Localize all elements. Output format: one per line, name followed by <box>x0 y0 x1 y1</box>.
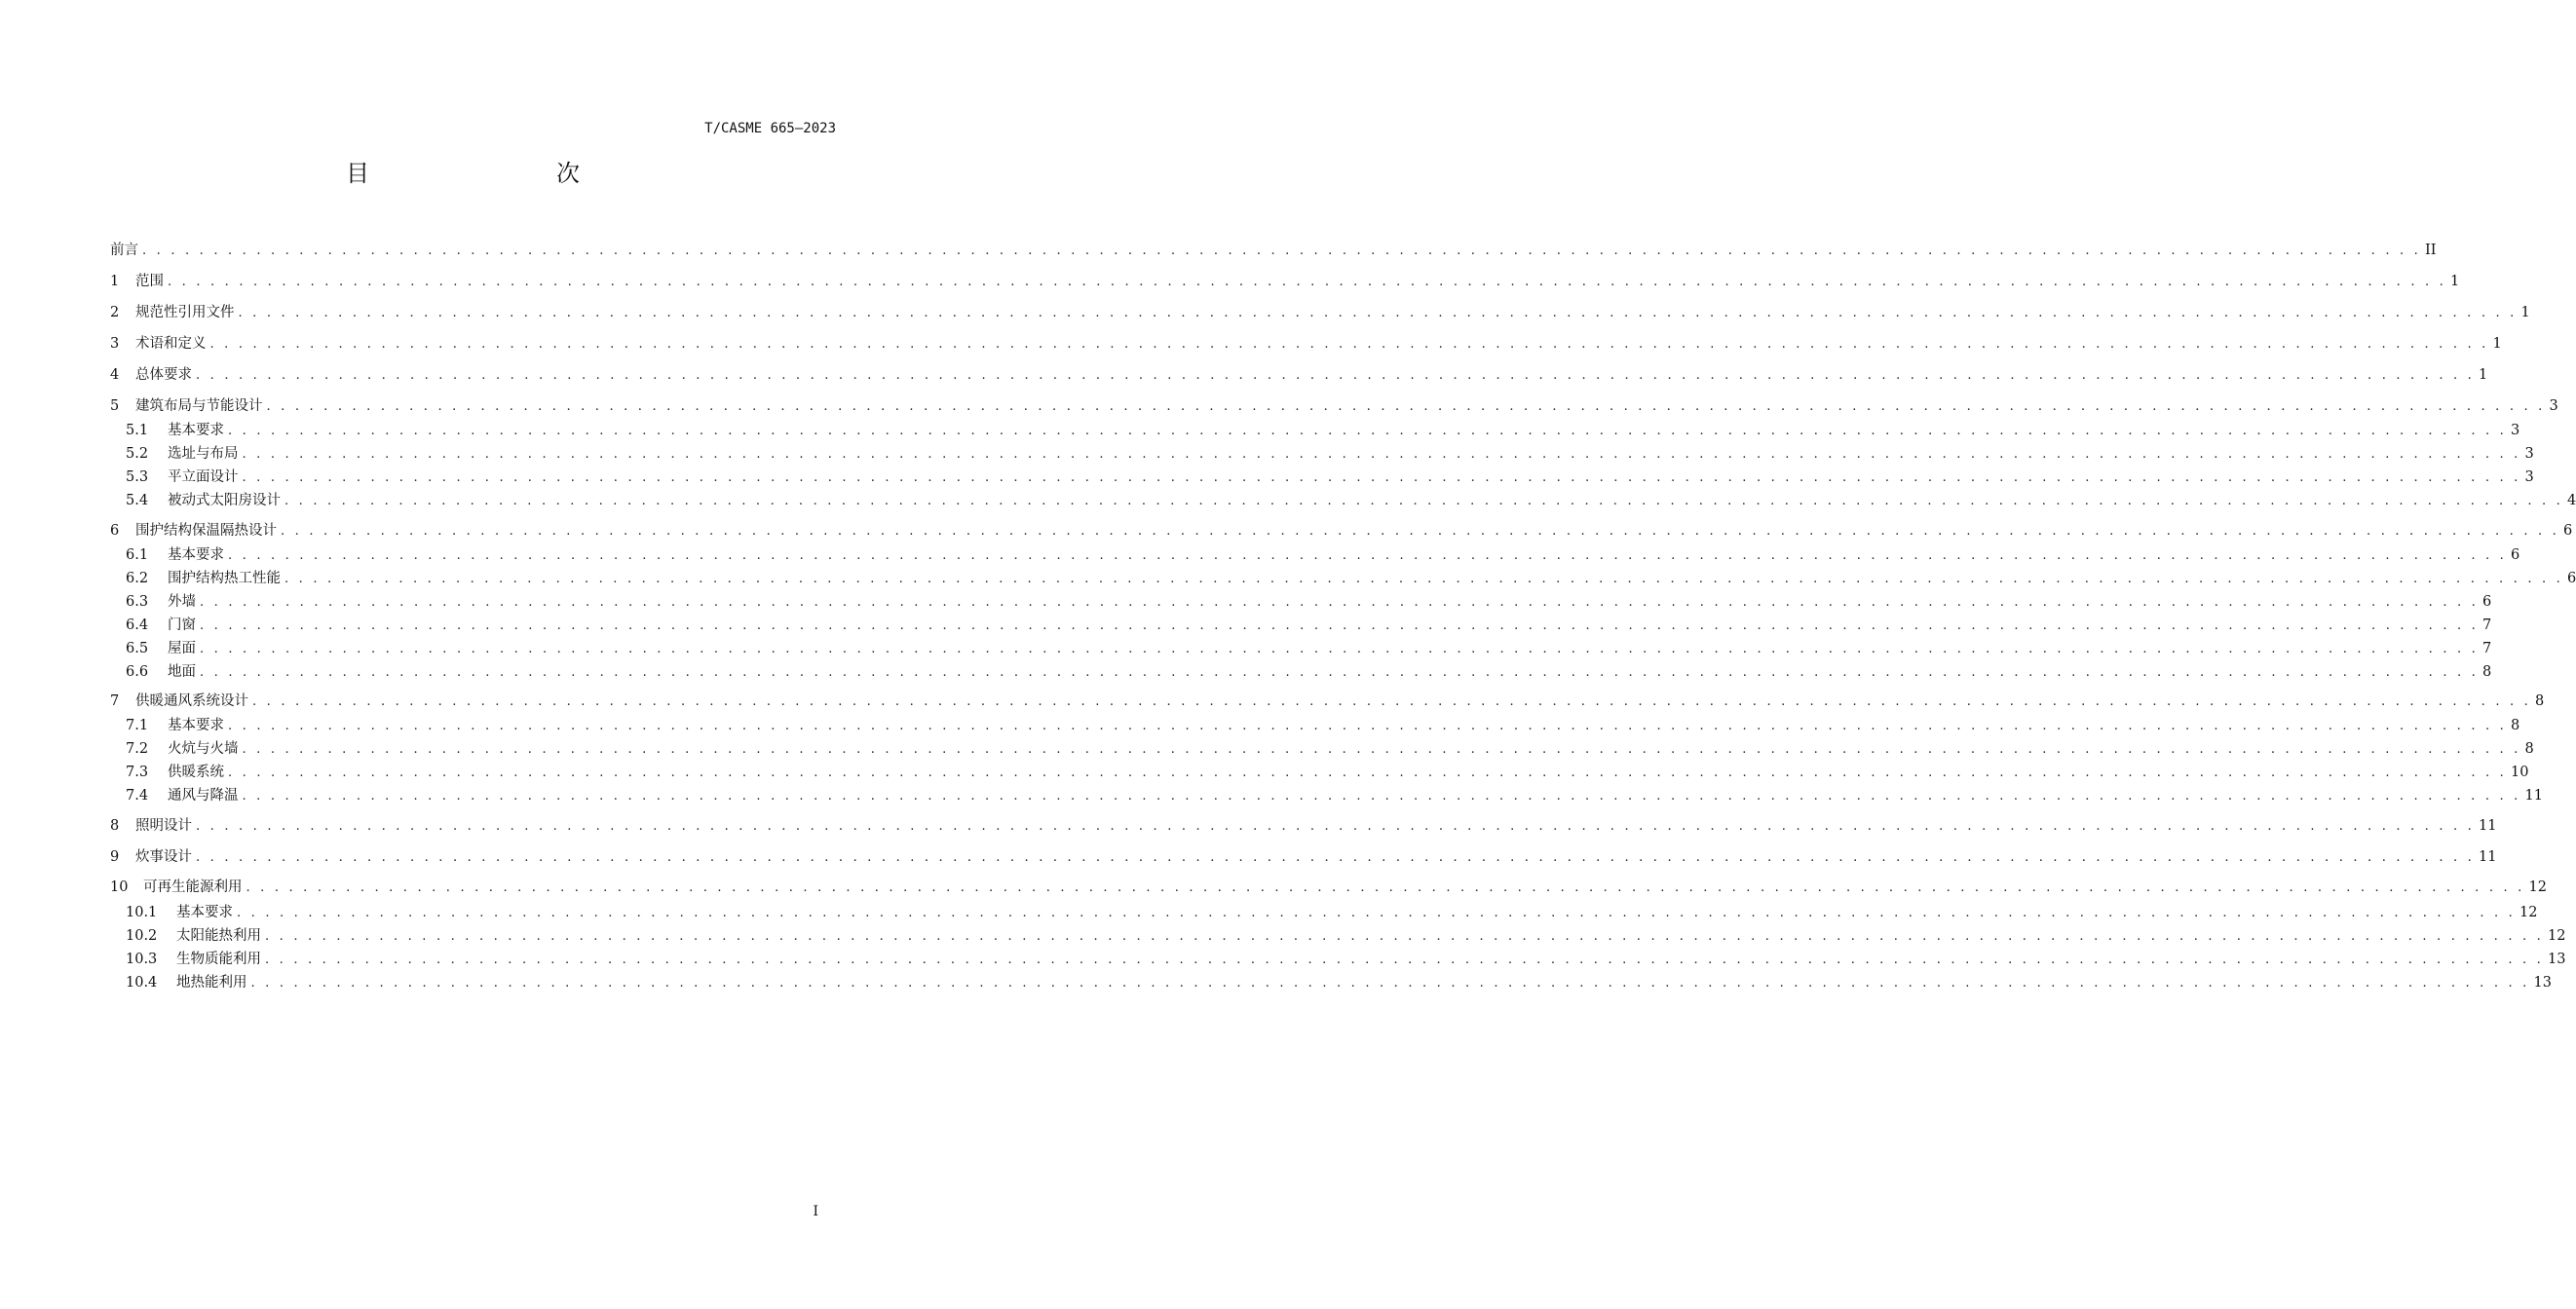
toc-entry[interactable] <box>110 639 2492 658</box>
toc-entry-page: 8 <box>2524 741 2534 757</box>
dot-leader: . . . . . . . . . . . . . . . . . . . . . . . . . . . . . . . . . . . . . . . . . . . . . . . . . . . . . . . . . . . . . . . . . . . . . . . . . . . . . . . . . . . . . . . . . . . . . . . . . . . . . . . . . . . . . . . . . . . . . . . . . . . . . . . . . . . . . . . . . . . . . . . . . . . . . . . . . . . . . . . . <box>266 399 2546 414</box>
toc-entry-label: 太阳能热利用 <box>176 928 261 944</box>
dot-leader: . . . . . . . . . . . . . . . . . . . . . . . . . . . . . . . . . . . . . . . . . . . . . . . . . . . . . . . . . . . . . . . . . . . . . . . . . . . . . . . . . . . . . . . . . . . . . . . . . . . . . . . . . . . . . . . . . . . . . . . . . . . . . . . . . . . . . . . . . . . . . . . . . . . . . . . . . . . . . . . . <box>284 572 2564 586</box>
toc-entry-number: 5 <box>110 398 120 414</box>
toc-entry-label: 通风与降温 <box>168 788 239 804</box>
toc-entry-page: 12 <box>2528 879 2547 895</box>
toc-entry[interactable] <box>110 662 2492 682</box>
toc-entry-number: 10.4 <box>126 975 158 991</box>
toc-entry[interactable] <box>110 926 2566 946</box>
dot-leader: . . . . . . . . . . . . . . . . . . . . . . . . . . . . . . . . . . . . . . . . . . . . . . . . . . . . . . . . . . . . . . . . . . . . . . . . . . . . . . . . . . . . . . . . . . . . . . . . . . . . . . . . . . . . . . . . . . . . . . . . . . . . . . . . . . . . . . . . . . . . . . . . . . . . . . . . . . . . . . . . <box>196 850 2476 865</box>
toc-entry-number: 6.2 <box>126 571 149 586</box>
toc-entry-label: 地热能利用 <box>176 975 247 991</box>
toc-entry-page: 11 <box>2479 818 2497 834</box>
toc-entry[interactable] <box>110 444 2534 464</box>
toc-entry-label: 地面 <box>168 664 196 680</box>
dot-leader: . . . . . . . . . . . . . . . . . . . . . . . . . . . . . . . . . . . . . . . . . . . . . . . . . . . . . . . . . . . . . . . . . . . . . . . . . . . . . . . . . . . . . . . . . . . . . . . . . . . . . . . . . . . . . . . . . . . . . . . . . . . . . . . . . . . . . . . . . . . . . . . . . . . . . . . . . . . . . . . . <box>242 447 2521 462</box>
toc-entry-page: 11 <box>2524 788 2543 804</box>
toc-entry-page: 6 <box>2482 594 2492 610</box>
toc-entry-number: 5.3 <box>126 469 149 485</box>
toc-entry-page: 1 <box>2520 305 2530 320</box>
toc-entry[interactable] <box>110 786 2543 805</box>
toc-entry[interactable] <box>110 763 2529 782</box>
dot-leader: . . . . . . . . . . . . . . . . . . . . . . . . . . . . . . . . . . . . . . . . . . . . . . . . . . . . . . . . . . . . . . . . . . . . . . . . . . . . . . . . . . . . . . . . . . . . . . . . . . . . . . . . . . . . . . . . . . . . . . . . . . . . . . . . . . . . . . . . . . . . . . . . . . . . . . . . . . . . . . . . <box>250 976 2530 991</box>
toc-entry[interactable] <box>110 421 2520 440</box>
toc-entry-label: 外墙 <box>168 594 196 610</box>
toc-entry[interactable] <box>110 739 2534 759</box>
toc-entry[interactable] <box>110 569 2576 588</box>
dot-leader: . . . . . . . . . . . . . . . . . . . . . . . . . . . . . . . . . . . . . . . . . . . . . . . . . . . . . . . . . . . . . . . . . . . . . . . . . . . . . . . . . . . . . . . . . . . . . . . . . . . . . . . . . . . . . . . . . . . . . . . . . . . . . . . . . . . . . . . . . . . . . . . . . . . . . . . . . . . . . . . . <box>196 819 2476 834</box>
page-number: I <box>813 1204 818 1219</box>
toc-entry-label: 总体要求 <box>135 367 192 383</box>
toc-entry-page: 8 <box>2535 693 2545 709</box>
toc-entry-label: 火炕与火墙 <box>168 741 239 757</box>
toc-entry[interactable] <box>110 303 2530 322</box>
dot-leader: . . . . . . . . . . . . . . . . . . . . . . . . . . . . . . . . . . . . . . . . . . . . . . . . . . . . . . . . . . . . . . . . . . . . . . . . . . . . . . . . . . . . . . . . . . . . . . . . . . . . . . . . . . . . . . . . . . . . . . . . . . . . . . . . . . . . . . . . . . . . . . . . . . . . . . . . . . . . . . . . <box>242 470 2521 485</box>
toc-entry-page: 3 <box>2511 423 2520 438</box>
toc-entry[interactable] <box>110 468 2534 487</box>
toc-entry-number: 6.1 <box>126 547 149 563</box>
toc-entry[interactable] <box>110 592 2492 612</box>
toc-entry-label: 平立面设计 <box>168 469 239 485</box>
toc-entry-number: 5.2 <box>126 446 149 462</box>
dot-leader: . . . . . . . . . . . . . . . . . . . . . . . . . . . . . . . . . . . . . . . . . . . . . . . . . . . . . . . . . . . . . . . . . . . . . . . . . . . . . . . . . . . . . . . . . . . . . . . . . . . . . . . . . . . . . . . . . . . . . . . . . . . . . . . . . . . . . . . . . . . . . . . . . . . . . . . . . . . . . . . . <box>281 524 2560 539</box>
toc-entry-page: 6 <box>2567 571 2576 586</box>
toc-entry[interactable] <box>110 847 2497 867</box>
toc-entry[interactable] <box>110 903 2538 922</box>
toc-entry-number: 8 <box>110 818 120 834</box>
toc-entry-label: 围护结构热工性能 <box>168 571 281 586</box>
toc-entry-page: 1 <box>2450 274 2460 289</box>
dot-leader: . . . . . . . . . . . . . . . . . . . . . . . . . . . . . . . . . . . . . . . . . . . . . . . . . . . . . . . . . . . . . . . . . . . . . . . . . . . . . . . . . . . . . . . . . . . . . . . . . . . . . . . . . . . . . . . . . . . . . . . . . . . . . . . . . . . . . . . . . . . . . . . . . . . . . . . . . . . . . . . . <box>265 953 2545 967</box>
toc-entry-page: 3 <box>2524 446 2534 462</box>
toc-entry-number: 3 <box>110 336 120 352</box>
toc-entry[interactable] <box>110 365 2488 385</box>
dot-leader: . . . . . . . . . . . . . . . . . . . . . . . . . . . . . . . . . . . . . . . . . . . . . . . . . . . . . . . . . . . . . . . . . . . . . . . . . . . . . . . . . . . . . . . . . . . . . . . . . . . . . . . . . . . . . . . . . . . . . . . . . . . . . . . . . . . . . . . . . . . . . . . . . . . . . . . . . . . . . . . . <box>238 306 2518 320</box>
toc-entry-label: 术语和定义 <box>135 336 207 352</box>
toc-entry-label: 可再生能源利用 <box>143 879 243 895</box>
toc-entry-label: 基本要求 <box>168 547 224 563</box>
toc-entry-label: 前言 <box>110 243 138 258</box>
toc-entry-page: II <box>2425 243 2437 258</box>
toc-entry-page: 10 <box>2511 765 2529 780</box>
toc-entry-page: 7 <box>2482 617 2492 633</box>
document-code: T/CASME 665—2023 <box>704 121 836 136</box>
toc-entry-number: 6.3 <box>126 594 149 610</box>
dot-leader: . . . . . . . . . . . . . . . . . . . . . . . . . . . . . . . . . . . . . . . . . . . . . . . . . . . . . . . . . . . . . . . . . . . . . . . . . . . . . . . . . . . . . . . . . . . . . . . . . . . . . . . . . . . . . . . . . . . . . . . . . . . . . . . . . . . . . . . . . . . . . . . . . . . . . . . . . . . . . . . . <box>252 694 2532 709</box>
toc-entry-page: 6 <box>2563 523 2573 539</box>
toc-entry-number: 5.4 <box>126 493 149 508</box>
toc-entry-label: 基本要求 <box>176 905 233 920</box>
toc-entry[interactable] <box>110 396 2558 416</box>
toc-entry[interactable] <box>110 241 2437 260</box>
toc-entry-number: 5.1 <box>126 423 149 438</box>
toc-entry-label: 基本要求 <box>168 423 224 438</box>
toc-entry-label: 规范性引用文件 <box>135 305 235 320</box>
toc-entry-page: 7 <box>2482 641 2492 656</box>
dot-leader: . . . . . . . . . . . . . . . . . . . . . . . . . . . . . . . . . . . . . . . . . . . . . . . . . . . . . . . . . . . . . . . . . . . . . . . . . . . . . . . . . . . . . . . . . . . . . . . . . . . . . . . . . . . . . . . . . . . . . . . . . . . . . . . . . . . . . . . . . . . . . . . . . . . . . . . . . . . . . . . . <box>200 642 2480 656</box>
dot-leader: . . . . . . . . . . . . . . . . . . . . . . . . . . . . . . . . . . . . . . . . . . . . . . . . . . . . . . . . . . . . . . . . . . . . . . . . . . . . . . . . . . . . . . . . . . . . . . . . . . . . . . . . . . . . . . . . . . . . . . . . . . . . . . . . . . . . . . . . . . . . . . . . . . . . . . . . . . . . . . . . <box>196 368 2476 383</box>
toc-entry-page: 1 <box>2492 336 2502 352</box>
toc-entry-page: 1 <box>2479 367 2488 383</box>
toc-entry-number: 9 <box>110 849 120 865</box>
toc-entry-number: 7.1 <box>126 718 149 733</box>
toc-entry-number: 10.3 <box>126 952 158 967</box>
toc-entry[interactable] <box>110 692 2545 711</box>
toc-entry-number: 10 <box>110 879 129 895</box>
toc-entry-page: 12 <box>2548 928 2566 944</box>
toc-entry-label: 基本要求 <box>168 718 224 733</box>
toc-entry-label: 屋面 <box>168 641 196 656</box>
dot-leader: . . . . . . . . . . . . . . . . . . . . . . . . . . . . . . . . . . . . . . . . . . . . . . . . . . . . . . . . . . . . . . . . . . . . . . . . . . . . . . . . . . . . . . . . . . . . . . . . . . . . . . . . . . . . . . . . . . . . . . . . . . . . . . . . . . . . . . . . . . . . . . . . . . . . . . . . . . . . . . . . <box>142 243 2422 258</box>
dot-leader: . . . . . . . . . . . . . . . . . . . . . . . . . . . . . . . . . . . . . . . . . . . . . . . . . . . . . . . . . . . . . . . . . . . . . . . . . . . . . . . . . . . . . . . . . . . . . . . . . . . . . . . . . . . . . . . . . . . . . . . . . . . . . . . . . . . . . . . . . . . . . . . . . . . . . . . . . . . . . . . . <box>200 618 2480 633</box>
toc-entry-number: 4 <box>110 367 120 383</box>
toc-entry[interactable] <box>110 950 2566 969</box>
toc-entry-label: 门窗 <box>168 617 196 633</box>
toc-entry-number: 6.5 <box>126 641 149 656</box>
toc-entry-label: 炊事设计 <box>135 849 192 865</box>
toc-entry-page: 13 <box>2548 952 2566 967</box>
toc-entry-page: 8 <box>2511 718 2520 733</box>
toc-entry-label: 供暖通风系统设计 <box>135 693 248 709</box>
toc-entry-label: 建筑布局与节能设计 <box>135 398 263 414</box>
toc-entry[interactable] <box>110 521 2573 541</box>
toc-entry[interactable] <box>110 272 2460 291</box>
toc-entry-label: 选址与布局 <box>168 446 239 462</box>
toc-entry-page: 12 <box>2519 905 2538 920</box>
toc-entry[interactable] <box>110 878 2547 897</box>
dot-leader: . . . . . . . . . . . . . . . . . . . . . . . . . . . . . . . . . . . . . . . . . . . . . . . . . . . . . . . . . . . . . . . . . . . . . . . . . . . . . . . . . . . . . . . . . . . . . . . . . . . . . . . . . . . . . . . . . . . . . . . . . . . . . . . . . . . . . . . . . . . . . . . . . . . . . . . . . . . . . . . . <box>228 719 2508 733</box>
toc-entry-page: 4 <box>2567 493 2576 508</box>
dot-leader: . . . . . . . . . . . . . . . . . . . . . . . . . . . . . . . . . . . . . . . . . . . . . . . . . . . . . . . . . . . . . . . . . . . . . . . . . . . . . . . . . . . . . . . . . . . . . . . . . . . . . . . . . . . . . . . . . . . . . . . . . . . . . . . . . . . . . . . . . . . . . . . . . . . . . . . . . . . . . . . . <box>168 275 2447 289</box>
toc-entry-number: 7.4 <box>126 788 149 804</box>
toc-entry-page: 13 <box>2533 975 2552 991</box>
dot-leader: . . . . . . . . . . . . . . . . . . . . . . . . . . . . . . . . . . . . . . . . . . . . . . . . . . . . . . . . . . . . . . . . . . . . . . . . . . . . . . . . . . . . . . . . . . . . . . . . . . . . . . . . . . . . . . . . . . . . . . . . . . . . . . . . . . . . . . . . . . . . . . . . . . . . . . . . . . . . . . . . <box>237 906 2517 920</box>
toc-entry-number: 7.3 <box>126 765 149 780</box>
dot-leader: . . . . . . . . . . . . . . . . . . . . . . . . . . . . . . . . . . . . . . . . . . . . . . . . . . . . . . . . . . . . . . . . . . . . . . . . . . . . . . . . . . . . . . . . . . . . . . . . . . . . . . . . . . . . . . . . . . . . . . . . . . . . . . . . . . . . . . . . . . . . . . . . . . . . . . . . . . . . . . . . <box>265 929 2545 944</box>
toc-entry-number: 2 <box>110 305 120 320</box>
dot-leader: . . . . . . . . . . . . . . . . . . . . . . . . . . . . . . . . . . . . . . . . . . . . . . . . . . . . . . . . . . . . . . . . . . . . . . . . . . . . . . . . . . . . . . . . . . . . . . . . . . . . . . . . . . . . . . . . . . . . . . . . . . . . . . . . . . . . . . . . . . . . . . . . . . . . . . . . . . . . . . . . <box>228 424 2508 438</box>
toc-entry-page: 3 <box>2549 398 2558 414</box>
toc-entry-number: 6.6 <box>126 664 149 680</box>
toc-entry-label: 供暖系统 <box>168 765 224 780</box>
toc-entry-label: 照明设计 <box>135 818 192 834</box>
toc-entry-page: 11 <box>2479 849 2497 865</box>
toc-entry[interactable] <box>110 545 2520 565</box>
toc-entry[interactable] <box>110 616 2492 635</box>
dot-leader: . . . . . . . . . . . . . . . . . . . . . . . . . . . . . . . . . . . . . . . . . . . . . . . . . . . . . . . . . . . . . . . . . . . . . . . . . . . . . . . . . . . . . . . . . . . . . . . . . . . . . . . . . . . . . . . . . . . . . . . . . . . . . . . . . . . . . . . . . . . . . . . . . . . . . . . . . . . . . . . . <box>242 742 2521 757</box>
toc-entry[interactable] <box>110 716 2520 735</box>
toc-entry-label: 被动式太阳房设计 <box>168 493 281 508</box>
toc-entry-number: 6.4 <box>126 617 149 633</box>
dot-leader: . . . . . . . . . . . . . . . . . . . . . . . . . . . . . . . . . . . . . . . . . . . . . . . . . . . . . . . . . . . . . . . . . . . . . . . . . . . . . . . . . . . . . . . . . . . . . . . . . . . . . . . . . . . . . . . . . . . . . . . . . . . . . . . . . . . . . . . . . . . . . . . . . . . . . . . . . . . . . . . . <box>242 789 2521 804</box>
toc-entry[interactable] <box>110 491 2576 510</box>
dot-leader: . . . . . . . . . . . . . . . . . . . . . . . . . . . . . . . . . . . . . . . . . . . . . . . . . . . . . . . . . . . . . . . . . . . . . . . . . . . . . . . . . . . . . . . . . . . . . . . . . . . . . . . . . . . . . . . . . . . . . . . . . . . . . . . . . . . . . . . . . . . . . . . . . . . . . . . . . . . . . . . . <box>209 337 2489 352</box>
dot-leader: . . . . . . . . . . . . . . . . . . . . . . . . . . . . . . . . . . . . . . . . . . . . . . . . . . . . . . . . . . . . . . . . . . . . . . . . . . . . . . . . . . . . . . . . . . . . . . . . . . . . . . . . . . . . . . . . . . . . . . . . . . . . . . . . . . . . . . . . . . . . . . . . . . . . . . . . . . . . . . . . <box>228 548 2508 563</box>
toc-entry-page: 6 <box>2511 547 2520 563</box>
toc-entry-number: 6 <box>110 523 120 539</box>
toc-entry-number: 7 <box>110 693 120 709</box>
toc-entry-page: 3 <box>2524 469 2534 485</box>
dot-leader: . . . . . . . . . . . . . . . . . . . . . . . . . . . . . . . . . . . . . . . . . . . . . . . . . . . . . . . . . . . . . . . . . . . . . . . . . . . . . . . . . . . . . . . . . . . . . . . . . . . . . . . . . . . . . . . . . . . . . . . . . . . . . . . . . . . . . . . . . . . . . . . . . . . . . . . . . . . . . . . . <box>200 665 2480 680</box>
dot-leader: . . . . . . . . . . . . . . . . . . . . . . . . . . . . . . . . . . . . . . . . . . . . . . . . . . . . . . . . . . . . . . . . . . . . . . . . . . . . . . . . . . . . . . . . . . . . . . . . . . . . . . . . . . . . . . . . . . . . . . . . . . . . . . . . . . . . . . . . . . . . . . . . . . . . . . . . . . . . . . . . <box>228 766 2508 780</box>
toc-entry-number: 7.2 <box>126 741 149 757</box>
toc-entry[interactable] <box>110 973 2552 992</box>
toc-entry-page: 8 <box>2482 664 2492 680</box>
toc-entry-number: 10.2 <box>126 928 158 944</box>
toc-entry-label: 范围 <box>135 274 164 289</box>
toc-entry-label: 围护结构保温隔热设计 <box>135 523 277 539</box>
dot-leader: . . . . . . . . . . . . . . . . . . . . . . . . . . . . . . . . . . . . . . . . . . . . . . . . . . . . . . . . . . . . . . . . . . . . . . . . . . . . . . . . . . . . . . . . . . . . . . . . . . . . . . . . . . . . . . . . . . . . . . . . . . . . . . . . . . . . . . . . . . . . . . . . . . . . . . . . . . . . . . . . <box>200 595 2480 610</box>
dot-leader: . . . . . . . . . . . . . . . . . . . . . . . . . . . . . . . . . . . . . . . . . . . . . . . . . . . . . . . . . . . . . . . . . . . . . . . . . . . . . . . . . . . . . . . . . . . . . . . . . . . . . . . . . . . . . . . . . . . . . . . . . . . . . . . . . . . . . . . . . . . . . . . . . . . . . . . . . . . . . . . . <box>284 494 2564 508</box>
toc-entry-label: 生物质能利用 <box>176 952 261 967</box>
toc-entry[interactable] <box>110 334 2502 354</box>
toc-entry-number: 10.1 <box>126 905 158 920</box>
dot-leader: . . . . . . . . . . . . . . . . . . . . . . . . . . . . . . . . . . . . . . . . . . . . . . . . . . . . . . . . . . . . . . . . . . . . . . . . . . . . . . . . . . . . . . . . . . . . . . . . . . . . . . . . . . . . . . . . . . . . . . . . . . . . . . . . . . . . . . . . . . . . . . . . . . . . . . . . . . . . . . . . <box>246 880 2525 895</box>
toc-entry-number: 1 <box>110 274 120 289</box>
toc-title: 目 次 <box>346 160 626 187</box>
toc-entry[interactable] <box>110 816 2497 836</box>
